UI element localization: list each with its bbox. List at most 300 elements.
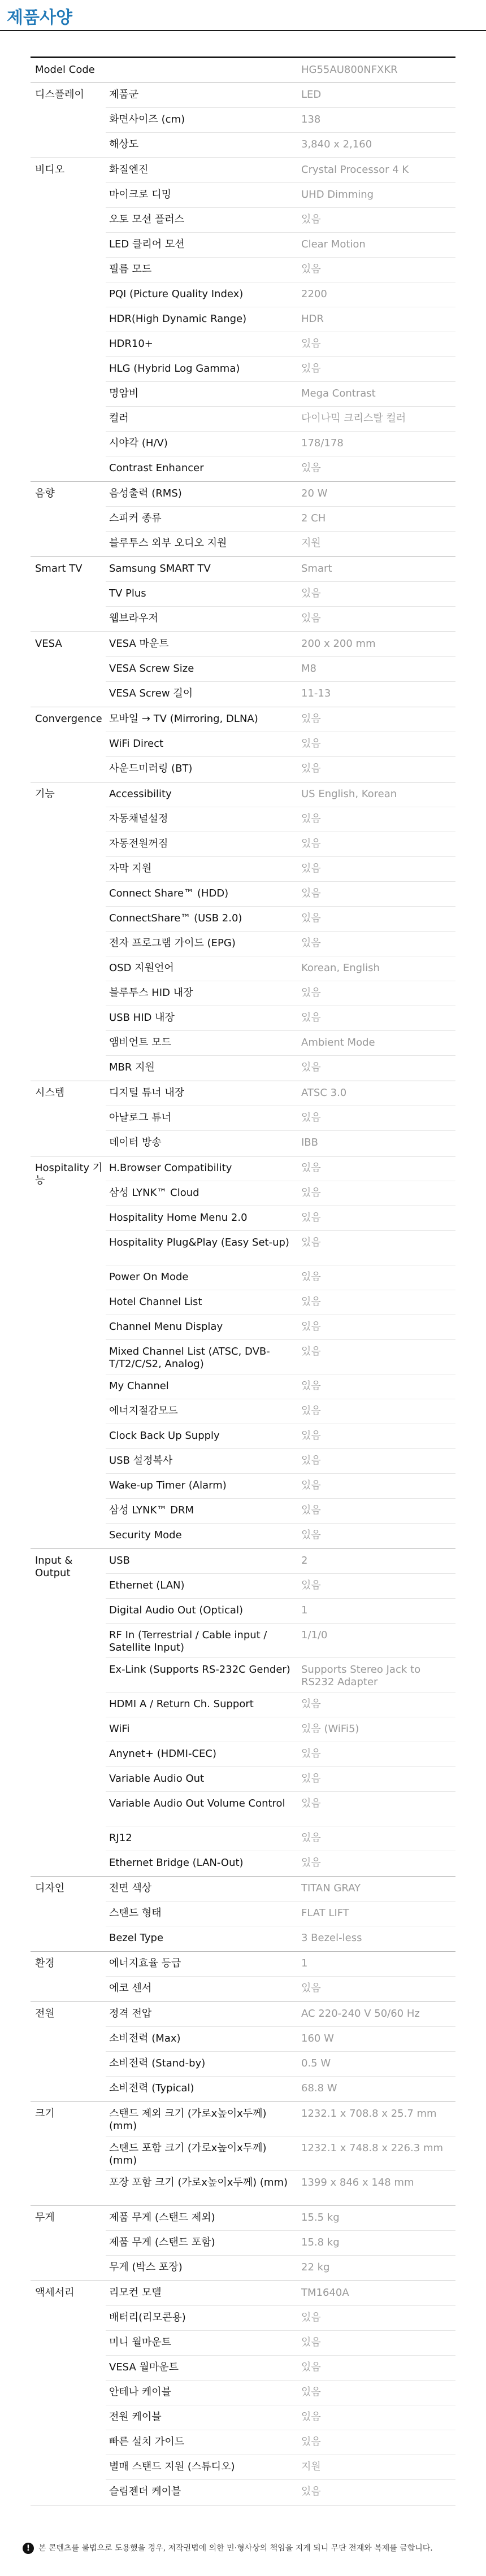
spec-row [106, 507, 455, 532]
warning-icon: ! [23, 2543, 34, 2554]
spec-value: 160 W [301, 2033, 334, 2044]
spec-label: 스피커 종류 [109, 512, 162, 524]
spec-label: 모바일 → TV (Mirroring, DLNA) [109, 713, 258, 725]
spec-row [106, 1206, 455, 1231]
spec-label: 배터리(리모콘용) [109, 2312, 186, 2323]
spec-value: 있음 [301, 937, 321, 949]
spec-label: PQI (Picture Quality Index) [109, 288, 244, 300]
spec-value: Crystal Processor 4 K [301, 164, 409, 176]
spec-label: 컬러 [109, 412, 129, 424]
spec-row [106, 2430, 455, 2455]
section-category: 환경 [35, 1957, 55, 1969]
spec-label: 전원 케이블 [109, 2411, 162, 2423]
spec-row [106, 1106, 455, 1131]
spec-row [106, 882, 455, 907]
spec-section [31, 632, 455, 707]
spec-label: MBR 지원 [109, 1061, 155, 1073]
spec-value: 2 CH [301, 512, 326, 524]
spec-value: 있음 [301, 1430, 321, 1442]
spec-label: 자동전원꺼짐 [109, 838, 168, 850]
spec-value: 있음 [301, 338, 321, 350]
spec-row [106, 1474, 455, 1499]
spec-value: 1399 x 846 x 148 mm [301, 2177, 414, 2188]
spec-row [106, 208, 455, 233]
spec-section [31, 1549, 455, 1877]
spec-value: 있음 [301, 813, 321, 825]
spec-label: 블루투스 HID 내장 [109, 987, 193, 999]
spec-value: 있음 [301, 1380, 321, 1392]
spec-row [106, 108, 455, 133]
spec-label: RF In (Terrestrial / Cable input / Satellite Input) [109, 1629, 267, 1653]
spec-row [106, 1265, 455, 1290]
spec-label: ConnectShare™ (USB 2.0) [109, 912, 242, 924]
spec-value: 있음 [301, 1504, 321, 1516]
spec-label: 제품군 [109, 89, 139, 101]
section-category: VESA [35, 638, 62, 650]
spec-row [106, 857, 455, 882]
spec-value: 15.5 kg [301, 2212, 340, 2223]
spec-value: 있음 [301, 1296, 321, 1308]
spec-row [106, 2002, 455, 2027]
spec-label: 슬림젠더 케이블 [109, 2486, 181, 2497]
spec-label: 제품 무게 (스탠드 포함) [109, 2236, 215, 2248]
model-code-row [31, 58, 455, 83]
spec-value: 있음 [301, 1832, 321, 1844]
spec-row [106, 757, 455, 782]
spec-section [31, 782, 455, 1081]
spec-label: HLG (Hybrid Log Gamma) [109, 363, 240, 375]
spec-row [106, 1574, 455, 1599]
spec-row [106, 2077, 455, 2101]
spec-row [106, 1599, 455, 1624]
spec-label: Security Mode [109, 1529, 182, 1541]
spec-value: 있음 [301, 887, 321, 899]
spec-label: 웹브라우저 [109, 612, 158, 624]
spec-row [106, 1399, 455, 1424]
spec-label: VESA 마운트 [109, 638, 169, 650]
spec-value: 있음 [301, 1698, 321, 1710]
spec-value: US English, Korean [301, 788, 397, 800]
spec-value: 있음 [301, 1405, 321, 1417]
spec-value: 11-13 [301, 687, 331, 699]
spec-value: 있음 [301, 1346, 321, 1357]
spec-value: 지원 [301, 2461, 321, 2473]
spec-row [106, 1624, 455, 1658]
spec-value: 있음 [301, 1012, 321, 1024]
spec-label: USB HID 내장 [109, 1012, 175, 1024]
spec-label: 소비전력 (Max) [109, 2033, 181, 2044]
spec-row [106, 1877, 455, 1901]
spec-row [106, 1231, 455, 1265]
spec-label: 화질엔진 [109, 164, 149, 176]
spec-row [106, 582, 455, 607]
spec-label: 소비전력 (Typical) [109, 2082, 194, 2094]
spec-value: 있음 [301, 1798, 321, 1809]
spec-row [106, 1156, 455, 1181]
spec-label: 무게 (박스 포장) [109, 2261, 183, 2273]
spec-value: 있음 [301, 713, 321, 725]
spec-row [106, 307, 455, 332]
spec-value: Clear Motion [301, 238, 366, 250]
spec-row [106, 732, 455, 757]
spec-row [106, 707, 455, 732]
spec-label: 전자 프로그램 가이드 (EPG) [109, 937, 236, 949]
spec-row [106, 1449, 455, 1474]
spec-value: 있음 [301, 1162, 321, 1174]
spec-row [106, 1006, 455, 1031]
spec-row [106, 1851, 455, 1876]
spec-section [31, 1156, 455, 1549]
spec-label: HDR10+ [109, 338, 153, 350]
spec-value: 0.5 W [301, 2057, 331, 2069]
spec-section [31, 1877, 455, 1952]
spec-value: 있음 [301, 2336, 321, 2348]
spec-row [106, 1901, 455, 1926]
spec-value: 20 W [301, 488, 328, 499]
spec-value: 있음 [301, 1480, 321, 1491]
spec-row [106, 557, 455, 582]
section-category: 기능 [35, 788, 55, 800]
spec-label: 별매 스탠드 지원 (스튜디오) [109, 2461, 235, 2473]
spec-label: 음성출력 (RMS) [109, 488, 182, 499]
spec-value: UHD Dimming [301, 189, 374, 201]
spec-value: 있음 [301, 1748, 321, 1760]
spec-row [106, 282, 455, 307]
spec-value: 있음 [301, 1112, 321, 1124]
spec-label: 앰비언트 모드 [109, 1037, 172, 1048]
spec-label: VESA Screw Size [109, 663, 194, 675]
spec-value: 있음 [301, 738, 321, 750]
spec-value: 지원 [301, 537, 321, 549]
spec-value: 138 [301, 114, 321, 125]
spec-value: 3,840 x 2,160 [301, 138, 372, 150]
spec-row [106, 432, 455, 456]
spec-value: Ambient Mode [301, 1037, 375, 1048]
spec-row [106, 782, 455, 807]
section-category: 액세서리 [35, 2287, 75, 2299]
spec-row [106, 1374, 455, 1399]
spec-value: 있음 (WiFi5) [301, 1723, 359, 1735]
spec-value: Mega Contrast [301, 388, 376, 399]
spec-row [106, 2405, 455, 2430]
spec-label: 사운드미러링 (BT) [109, 763, 193, 774]
section-category: 시스템 [35, 1087, 65, 1099]
spec-label: LED 클리어 모션 [109, 238, 185, 250]
spec-value: 있음 [301, 612, 321, 624]
spec-row [106, 532, 455, 556]
spec-value: HDR [301, 313, 324, 325]
section-category: 음향 [35, 488, 55, 499]
spec-section [31, 557, 455, 632]
spec-label: USB [109, 1555, 130, 1567]
spec-section [31, 83, 455, 158]
spec-value: 있음 [301, 1187, 321, 1199]
spec-row [106, 1767, 455, 1792]
spec-value: 있음 [301, 1579, 321, 1591]
spec-label: 필름 모드 [109, 263, 152, 275]
spec-label: 자막 지원 [109, 863, 152, 874]
spec-label: Variable Audio Out [109, 1773, 205, 1785]
spec-label: Ex-Link (Supports RS-232C Gender) [109, 1664, 290, 1676]
spec-label: Ethernet Bridge (LAN-Out) [109, 1857, 244, 1869]
spec-row [106, 183, 455, 208]
spec-row [106, 1977, 455, 2001]
spec-row [106, 632, 455, 657]
spec-value: 있음 [301, 214, 321, 225]
spec-label: VESA 월마운트 [109, 2361, 179, 2373]
spec-row [106, 1742, 455, 1767]
spec-row [106, 456, 455, 481]
spec-label: 블루투스 외부 오디오 지원 [109, 537, 227, 549]
spec-row [106, 1424, 455, 1449]
spec-value: 1232.1 x 708.8 x 25.7 mm [301, 2108, 437, 2120]
spec-sections [31, 83, 455, 2505]
spec-value: 178/178 [301, 437, 344, 449]
spec-row [106, 357, 455, 382]
spec-row [106, 2256, 455, 2281]
spec-row [106, 2231, 455, 2256]
spec-label: Anynet+ (HDMI-CEC) [109, 1748, 217, 1760]
spec-label: RJ12 [109, 1832, 132, 1844]
spec-row [106, 1717, 455, 1742]
spec-row [106, 83, 455, 108]
spec-row [106, 1792, 455, 1826]
spec-value: 200 x 200 mm [301, 638, 376, 650]
spec-value: 있음 [301, 1857, 321, 1869]
spec-label: 스탠드 제외 크기 (가로x높이x두께) (mm) [109, 2108, 267, 2132]
spec-section [31, 707, 455, 782]
spec-row [106, 956, 455, 981]
spec-value: 있음 [301, 1237, 321, 1248]
spec-row [106, 1031, 455, 1056]
spec-label: 포장 포함 크기 (가로x높이x두께) (mm) [109, 2177, 288, 2188]
spec-label: Mixed Channel List (ATSC, DVB-T/T2/C/S2, Analog) [109, 1346, 270, 1370]
spec-value: 있음 [301, 1455, 321, 1467]
spec-row [106, 2356, 455, 2381]
spec-label: Connect Share™ (HDD) [109, 887, 229, 899]
spec-label: 스탠드 포함 크기 (가로x높이x두께) (mm) [109, 2142, 267, 2166]
spec-row [106, 657, 455, 682]
spec-label: My Channel [109, 1380, 169, 1392]
spec-value: 1/1/0 [301, 1629, 328, 1641]
spec-value: 있음 [301, 2361, 321, 2373]
section-category: 비디오 [35, 164, 65, 176]
spec-value: 있음 [301, 588, 321, 599]
spec-label: 빠른 설치 가이드 [109, 2436, 185, 2448]
spec-label: TV Plus [109, 588, 146, 599]
spec-row [106, 233, 455, 258]
spec-row [106, 1524, 455, 1548]
spec-label: 리모컨 모델 [109, 2287, 162, 2299]
spec-row [106, 1181, 455, 1206]
spec-value: 있음 [301, 2486, 321, 2497]
spec-value: 있음 [301, 1321, 321, 1333]
spec-label: Channel Menu Display [109, 1321, 223, 1333]
spec-label: 소비전력 (Stand-by) [109, 2057, 206, 2069]
spec-section [31, 158, 455, 482]
spec-label: 안테나 케이블 [109, 2386, 172, 2398]
spec-row [106, 1692, 455, 1717]
spec-label: 삼성 LYNK™ DRM [109, 1504, 194, 1516]
spec-label: HDMI A / Return Ch. Support [109, 1698, 254, 1710]
spec-row [106, 1340, 455, 1374]
spec-value: 2 [301, 1555, 308, 1567]
spec-value: Supports Stereo Jack to RS232 Adapter [301, 1664, 421, 1688]
spec-value: 1 [301, 1604, 308, 1616]
spec-row [106, 1315, 455, 1340]
spec-label: Hotel Channel List [109, 1296, 202, 1308]
spec-value: 1 [301, 1957, 308, 1969]
section-category: Input & Output [35, 1555, 73, 1579]
spec-value: 있음 [301, 763, 321, 774]
spec-label: 미니 월마운트 [109, 2336, 172, 2348]
spec-row [106, 907, 455, 932]
spec-value: 15.8 kg [301, 2236, 340, 2248]
spec-row [106, 2455, 455, 2480]
spec-row [106, 1131, 455, 1156]
spec-label: Samsung SMART TV [109, 563, 211, 575]
section-category: Convergence [35, 713, 102, 725]
spec-row [106, 258, 455, 282]
spec-row [106, 1549, 455, 1574]
spec-section [31, 2281, 455, 2505]
spec-row [106, 607, 455, 632]
spec-row [106, 2331, 455, 2356]
spec-label: 화면사이즈 (cm) [109, 114, 185, 125]
spec-value: Smart [301, 563, 332, 575]
spec-value: 있음 [301, 1212, 321, 1224]
spec-row [106, 807, 455, 832]
spec-table [31, 56, 455, 2505]
spec-row [106, 382, 455, 407]
spec-value: 있음 [301, 1271, 321, 1283]
spec-value: AC 220-240 V 50/60 Hz [301, 2008, 420, 2020]
spec-label: 에코 센서 [109, 1982, 152, 1994]
spec-value: FLAT LIFT [301, 1907, 349, 1919]
spec-section [31, 2102, 455, 2206]
spec-row [106, 1952, 455, 1977]
spec-row [106, 2102, 455, 2136]
section-category: 디자인 [35, 1882, 65, 1894]
spec-value: 있음 [301, 1529, 321, 1541]
title-bar [0, 0, 486, 31]
spec-label: 정격 전압 [109, 2008, 152, 2020]
spec-label: Hospitality Home Menu 2.0 [109, 1212, 248, 1224]
spec-row [106, 2281, 455, 2306]
spec-label: OSD 지원언어 [109, 962, 174, 974]
spec-value: M8 [301, 663, 316, 675]
spec-label: Accessibility [109, 788, 172, 800]
spec-value: 1232.1 x 748.8 x 226.3 mm [301, 2142, 444, 2154]
spec-value: Korean, English [301, 962, 380, 974]
spec-row [106, 2136, 455, 2171]
spec-label: 에너지효율 등급 [109, 1957, 181, 1969]
spec-row [106, 2206, 455, 2231]
spec-value: TITAN GRAY [301, 1882, 361, 1894]
spec-value: 있음 [301, 2411, 321, 2423]
spec-row [106, 1290, 455, 1315]
spec-row [106, 832, 455, 857]
spec-label: 오토 모션 플러스 [109, 214, 185, 225]
spec-label: 시야각 (H/V) [109, 437, 168, 449]
spec-row [106, 682, 455, 707]
section-category: 무게 [35, 2212, 55, 2223]
spec-value: 3 Bezel-less [301, 1932, 362, 1944]
spec-value: 다이나믹 크리스탈 컬러 [301, 412, 406, 424]
footer-note-text: 본 콘텐츠를 불법으로 도용했을 경우, 저작권법에 의한 민·형사상의 책임을 지게 되니 무단 전재와 복제를 금합니다. [38, 2544, 433, 2553]
spec-value: 68.8 W [301, 2082, 337, 2094]
spec-label: Hospitality Plug&Play (Easy Set-up) [109, 1237, 289, 1248]
spec-label: 마이크로 디밍 [109, 189, 172, 201]
spec-section [31, 2206, 455, 2281]
spec-row [106, 2381, 455, 2405]
spec-label: WiFi [109, 1723, 130, 1735]
spec-value: 있음 [301, 987, 321, 999]
spec-value: LED [301, 89, 322, 101]
spec-label: 명암비 [109, 388, 139, 399]
spec-row [106, 332, 455, 357]
page-title: 제품사양 [7, 8, 72, 28]
spec-row [106, 133, 455, 158]
spec-value: 있음 [301, 2312, 321, 2323]
spec-label: Wake-up Timer (Alarm) [109, 1480, 227, 1491]
model-code-value: HG55AU800NFXKR [301, 64, 398, 76]
spec-label: 스탠드 형태 [109, 1907, 162, 1919]
spec-value: 있음 [301, 912, 321, 924]
spec-label: WiFi Direct [109, 738, 164, 750]
spec-row [106, 932, 455, 956]
spec-row [106, 1826, 455, 1851]
spec-row [106, 1658, 455, 1692]
spec-row [106, 1081, 455, 1106]
spec-value: 22 kg [301, 2261, 330, 2273]
spec-label: 디지털 튜너 내장 [109, 1087, 185, 1099]
spec-value: 있음 [301, 2386, 321, 2398]
spec-row [106, 2027, 455, 2052]
spec-row [106, 1056, 455, 1081]
spec-label: H.Browser Compatibility [109, 1162, 232, 1174]
spec-value: 있음 [301, 263, 321, 275]
spec-row [106, 158, 455, 183]
spec-row [106, 2480, 455, 2505]
section-category: 크기 [35, 2108, 55, 2120]
spec-row [106, 482, 455, 507]
spec-row [106, 407, 455, 432]
section-category: 전원 [35, 2008, 55, 2020]
spec-value: 있음 [301, 838, 321, 850]
spec-label: 해상도 [109, 138, 139, 150]
spec-label: HDR(High Dynamic Range) [109, 313, 247, 325]
spec-row [106, 1926, 455, 1951]
spec-label: Bezel Type [109, 1932, 164, 1944]
spec-row [106, 1499, 455, 1524]
spec-label: USB 설정복사 [109, 1455, 173, 1467]
spec-label: Contrast Enhancer [109, 462, 204, 474]
spec-label: Digital Audio Out (Optical) [109, 1604, 243, 1616]
spec-label: 전면 색상 [109, 1882, 152, 1894]
footer-notice [23, 2542, 433, 2554]
spec-section [31, 2002, 455, 2102]
spec-label: 아날로그 튜너 [109, 1112, 172, 1124]
spec-row [106, 2306, 455, 2331]
spec-label: 자동채널설정 [109, 813, 168, 825]
spec-value: 있음 [301, 363, 321, 375]
spec-section [31, 482, 455, 557]
section-category: Hospitality 기능 [35, 1162, 103, 1186]
spec-label: 데이터 방송 [109, 1137, 162, 1148]
spec-value: 2200 [301, 288, 327, 300]
spec-value: 있음 [301, 1982, 321, 1994]
